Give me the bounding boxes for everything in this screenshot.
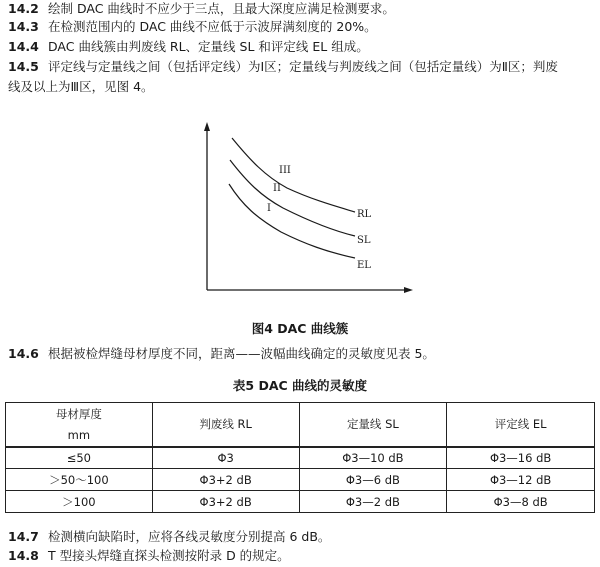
y-axis-arrow [204, 122, 210, 131]
clause-14-2 [8, 0, 395, 18]
clause-14-5-continued [8, 78, 154, 96]
cell-sl: Φ3—2 dB [299, 491, 447, 513]
header-rl: 判废线 RL [152, 403, 299, 447]
figure-caption: 图4 DAC 曲线簇 [251, 321, 349, 336]
clause-14-8 [8, 547, 290, 565]
clause-number: 14.6 [8, 346, 39, 361]
header-el: 评定线 EL [447, 403, 595, 447]
clause-14-6 [8, 345, 435, 363]
clause-number: 14.8 [8, 548, 39, 563]
zone-3-label: III [279, 165, 291, 176]
sl-curve [230, 160, 355, 236]
clause-14-3 [8, 18, 377, 36]
rl-curve [232, 138, 355, 212]
clause-number: 14.2 [8, 1, 39, 16]
table-caption: 表5 DAC 曲线的灵敏度 [232, 378, 368, 393]
clause-text: 根据被检焊缝母材厚度不同，距离——波幅曲线确定的灵敏度见表 5。 [48, 346, 435, 361]
cell-el: Φ3—16 dB [447, 447, 595, 469]
table-row [6, 447, 595, 469]
clause-number: 14.7 [8, 529, 39, 544]
cell-sl: Φ3—10 dB [299, 447, 447, 469]
clause-text-continued: 线及以上为Ⅲ区，见图 4。 [8, 79, 154, 94]
header-thickness-label: 母材厚度 [55, 407, 102, 422]
header-sl: 定量线 SL [299, 403, 447, 447]
header-thickness-unit: mm [67, 428, 91, 443]
table-header-row [6, 403, 595, 447]
rl-label: RL [357, 209, 372, 220]
header-thickness [6, 403, 153, 447]
x-axis-arrow [404, 287, 413, 293]
cell-sl: Φ3—6 dB [299, 469, 447, 491]
clause-text: DAC 曲线簇由判废线 RL、定量线 SL 和评定线 EL 组成。 [48, 39, 369, 54]
cell-rl: Φ3+2 dB [152, 491, 299, 513]
zone-2-label: II [273, 183, 281, 194]
sensitivity-table [5, 402, 595, 513]
clause-text: 在检测范围内的 DAC 曲线不应低于示波屏满刻度的 20%。 [48, 19, 377, 34]
dac-curve-figure [195, 118, 420, 298]
clause-14-4 [8, 38, 369, 56]
cell-thickness: ＞50～100 [6, 469, 153, 491]
table-row [6, 469, 595, 491]
table-row [6, 491, 595, 513]
clause-text: 绘制 DAC 曲线时不应少于三点，且最大深度应满足检测要求。 [48, 1, 395, 16]
el-curve [229, 184, 355, 258]
cell-rl: Φ3+2 dB [152, 469, 299, 491]
clause-14-5 [8, 58, 558, 76]
clause-text: 评定线与定量线之间（包括评定线）为Ⅰ区；定量线与判废线之间（包括定量线）为Ⅱ区；判废 [48, 59, 558, 74]
clause-number: 14.3 [8, 19, 39, 34]
clause-14-7 [8, 528, 330, 546]
cell-thickness: ≤50 [6, 447, 153, 469]
clause-number: 14.5 [8, 59, 39, 74]
sl-label: SL [357, 235, 371, 246]
el-label: EL [357, 260, 371, 271]
clause-number: 14.4 [8, 39, 39, 54]
cell-thickness: ＞100 [6, 491, 153, 513]
cell-el: Φ3—8 dB [447, 491, 595, 513]
clause-text: 检测横向缺陷时，应将各线灵敏度分别提高 6 dB。 [48, 529, 331, 544]
cell-el: Φ3—12 dB [447, 469, 595, 491]
clause-text: T 型接头焊缝直探头检测按附录 D 的规定。 [48, 548, 290, 563]
zone-1-label: I [267, 203, 271, 214]
cell-rl: Φ3 [152, 447, 299, 469]
